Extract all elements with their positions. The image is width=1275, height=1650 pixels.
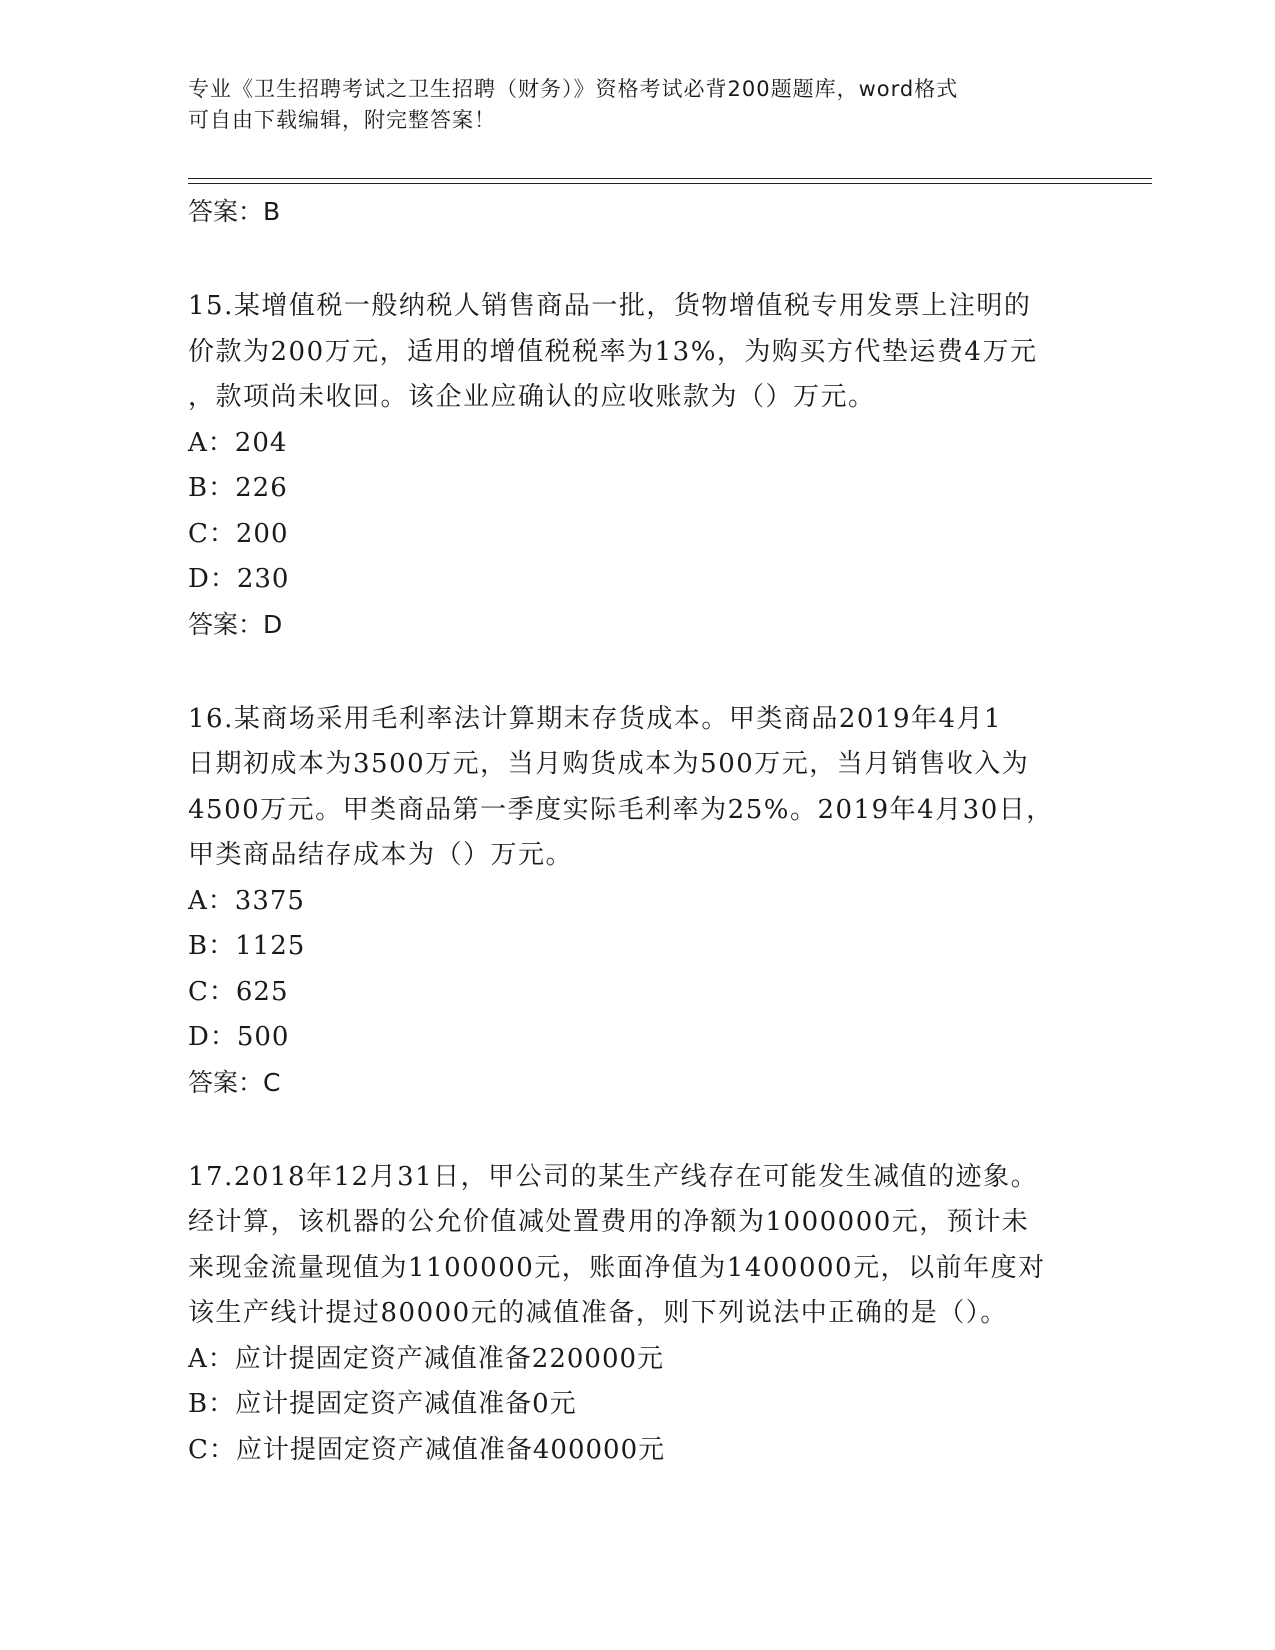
stem-line: 15.某增值税一般纳税人销售商品一批，货物增值税专用发票上注明的 bbox=[188, 291, 1032, 321]
stem-line: 该生产线计提过80000元的减值准备，则下列说法中正确的是（）。 bbox=[188, 1298, 1008, 1328]
question-stem bbox=[188, 697, 1088, 879]
question-15 bbox=[188, 284, 1088, 647]
stem-line: 日期初成本为3500万元，当月购货成本为500万元，当月销售收入为 bbox=[188, 749, 1030, 779]
option-c: C：200 bbox=[188, 518, 289, 549]
stem-line: 16.某商场采用毛利率法计算期末存货成本。甲类商品2019年4月1 bbox=[188, 703, 1003, 734]
option-d: D：230 bbox=[188, 564, 290, 594]
answer-prev: 答案：B bbox=[188, 197, 281, 226]
question-content bbox=[188, 190, 1088, 1473]
spacer bbox=[188, 1105, 1088, 1155]
option-c: C：625 bbox=[188, 976, 289, 1007]
stem-line: 4500万元。甲类商品第一季度实际毛利率为25%。2019年4月30日， bbox=[188, 794, 1054, 825]
option-d: D：500 bbox=[188, 1022, 290, 1052]
stem-line: 甲类商品结存成本为（）万元。 bbox=[188, 840, 574, 870]
question-17 bbox=[188, 1155, 1088, 1474]
option-c: C：应计提固定资产减值准备400000元 bbox=[188, 1434, 666, 1465]
stem-line: 经计算，该机器的公允价值减处置费用的净额为1000000元，预计未 bbox=[188, 1207, 1030, 1237]
option-b: B：1125 bbox=[188, 931, 306, 961]
question-stem bbox=[188, 284, 1088, 421]
document-header bbox=[188, 74, 1088, 136]
header-rule-bottom bbox=[188, 183, 1152, 184]
option-b: B：应计提固定资产减值准备0元 bbox=[188, 1389, 577, 1419]
stem-line: 17.2018年12月31日，甲公司的某生产线存在可能发生减值的迹象。 bbox=[188, 1161, 1039, 1192]
spacer bbox=[188, 234, 1088, 284]
option-a: A：204 bbox=[188, 427, 288, 458]
stem-line: 价款为200万元，适用的增值税税率为13%，为购买方代垫运费4万元 bbox=[188, 336, 1038, 367]
option-a: A：应计提固定资产减值准备220000元 bbox=[188, 1343, 665, 1374]
question-stem bbox=[188, 1155, 1088, 1337]
header-rule-top bbox=[188, 178, 1152, 179]
header-line-1: 专业《卫生招聘考试之卫生招聘（财务）》资格考试必背200题题库，word格式 bbox=[188, 77, 959, 101]
stem-line: 来现金流量现值为1100000元，账面净值为1400000元，以前年度对 bbox=[188, 1252, 1046, 1283]
spacer bbox=[188, 647, 1088, 697]
stem-line: ，款项尚未收回。该企业应确认的应收账款为（）万元。 bbox=[188, 382, 876, 412]
option-b: B：226 bbox=[188, 473, 288, 503]
header-line-2: 可自由下载编辑，附完整答案！ bbox=[188, 108, 496, 132]
answer: 答案：C bbox=[188, 1067, 281, 1097]
question-16 bbox=[188, 697, 1088, 1105]
answer: 答案：D bbox=[188, 609, 283, 639]
option-a: A：3375 bbox=[188, 885, 305, 916]
